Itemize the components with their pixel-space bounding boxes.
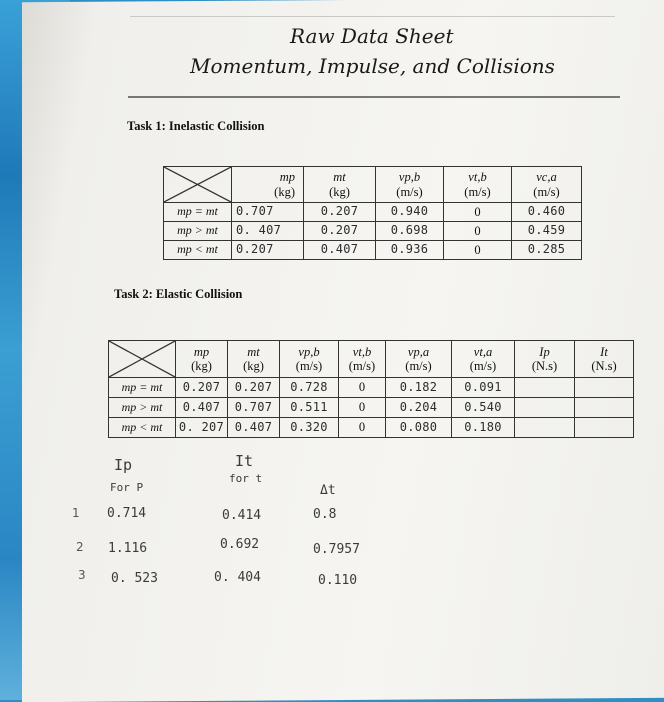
- table-row: [164, 222, 582, 241]
- cell-value: 0: [339, 418, 386, 438]
- note-value: 0.8: [313, 507, 337, 522]
- row-number: 2: [76, 540, 84, 554]
- note-value: 0. 523: [111, 571, 158, 586]
- cell-value: 0.182: [386, 378, 452, 398]
- title-underline: [128, 96, 620, 98]
- note-col2-head: It: [235, 452, 254, 470]
- cross-icon: [109, 341, 175, 377]
- cell-value: 0.207: [176, 378, 228, 398]
- page-subtitle: Momentum, Impulse, and Collisions: [190, 54, 555, 78]
- note-value: 0. 404: [214, 570, 261, 585]
- cell-value: 0.207: [228, 378, 280, 398]
- cell-value: 0.080: [386, 418, 452, 438]
- table-row: [109, 378, 634, 398]
- cell-value: 0: [339, 398, 386, 418]
- cross-icon: [164, 167, 231, 202]
- row-label: mp < mt: [109, 418, 176, 438]
- cell-value: 0: [444, 222, 512, 241]
- task2-head-mt: mt (kg): [228, 341, 280, 378]
- page-title: Raw Data Sheet: [290, 24, 454, 48]
- top-rule: [130, 16, 615, 17]
- task1-table: [163, 166, 582, 260]
- task2-head-vtb: vt,b (m/s): [339, 341, 386, 378]
- row-number: 1: [72, 506, 80, 520]
- row-label: mp = mt: [109, 378, 176, 398]
- task1-head-mt: mt (kg): [304, 167, 376, 203]
- cell-value: 0.091: [452, 378, 515, 398]
- task2-head-vpb: vp,b (m/s): [280, 341, 339, 378]
- cell-value: 0: [339, 378, 386, 398]
- table-row: [109, 398, 634, 418]
- note-col1-sub: For P: [110, 481, 144, 494]
- task1-head-mp: mp (kg): [232, 167, 304, 203]
- task2-head-mp: mp (kg): [176, 341, 228, 378]
- task1-head-vtb: vt,b (m/s): [444, 167, 512, 203]
- note-value: 0.414: [222, 508, 262, 523]
- cell-value: 0. 207: [176, 418, 228, 438]
- task2-table: [108, 340, 634, 438]
- cell-value: 0: [444, 241, 512, 260]
- cell-value: 0.407: [228, 418, 280, 438]
- note-value: 0.7957: [313, 542, 360, 557]
- corner-cross-cell: [164, 167, 232, 203]
- cell-value: [575, 398, 634, 418]
- table-row: [164, 241, 582, 260]
- row-label: mp > mt: [109, 398, 176, 418]
- cell-value: 0.511: [280, 398, 339, 418]
- task2-title: Task 2: Elastic Collision: [114, 287, 243, 301]
- note-col1-head: Ip: [114, 456, 133, 474]
- table-row: [109, 418, 634, 438]
- cell-value: 0.207: [304, 203, 376, 222]
- cell-value: 0.459: [512, 222, 582, 241]
- corner-cross-cell: [109, 341, 176, 378]
- cell-value: 0.540: [452, 398, 515, 418]
- task2-head-vta: vt,a (m/s): [452, 341, 515, 378]
- table-row: [164, 203, 582, 222]
- note-value: 0.714: [107, 506, 147, 521]
- cell-value: [575, 418, 634, 438]
- cell-value: 0.460: [512, 203, 582, 222]
- cell-value: 0.207: [304, 222, 376, 241]
- cell-value: [515, 418, 575, 438]
- cell-value: 0.320: [280, 418, 339, 438]
- task2-header-row: [109, 341, 634, 378]
- cell-value: 0.707: [228, 398, 280, 418]
- cell-value: 0.204: [386, 398, 452, 418]
- note-value: 0.110: [318, 573, 358, 588]
- task1-header-row: [164, 167, 582, 203]
- row-label: mp < mt: [164, 241, 232, 260]
- cell-value: 0: [444, 203, 512, 222]
- cell-value: [515, 378, 575, 398]
- cell-value: 0.180: [452, 418, 515, 438]
- note-col3-head: Δt: [320, 483, 336, 498]
- cell-value: 0.940: [376, 203, 444, 222]
- cell-value: 0.698: [376, 222, 444, 241]
- task2-head-vpa: vp,a (m/s): [386, 341, 452, 378]
- note-value: 1.116: [108, 541, 148, 556]
- task1-title: Task 1: Inelastic Collision: [127, 119, 265, 133]
- cell-value: 0.407: [176, 398, 228, 418]
- row-label: mp > mt: [164, 222, 232, 241]
- cell-value: [515, 398, 575, 418]
- task1-head-vca: vc,a (m/s): [512, 167, 582, 203]
- cell-value: [575, 378, 634, 398]
- cell-value: 0.207: [232, 241, 304, 260]
- row-number: 3: [78, 568, 86, 582]
- task1-head-vpb: vp,b (m/s): [376, 167, 444, 203]
- task2-head-ip: Ip (N.s): [515, 341, 575, 378]
- cell-value: 0.707: [232, 203, 304, 222]
- task2-head-it: It (N.s): [575, 341, 634, 378]
- note-col2-sub: for t: [229, 472, 263, 485]
- note-value: 0.692: [220, 537, 260, 552]
- cell-value: 0.728: [280, 378, 339, 398]
- cell-value: 0.936: [376, 241, 444, 260]
- cell-value: 0.285: [512, 241, 582, 260]
- cell-value: 0.407: [304, 241, 376, 260]
- row-label: mp = mt: [164, 203, 232, 222]
- cell-value: 0. 407: [232, 222, 304, 241]
